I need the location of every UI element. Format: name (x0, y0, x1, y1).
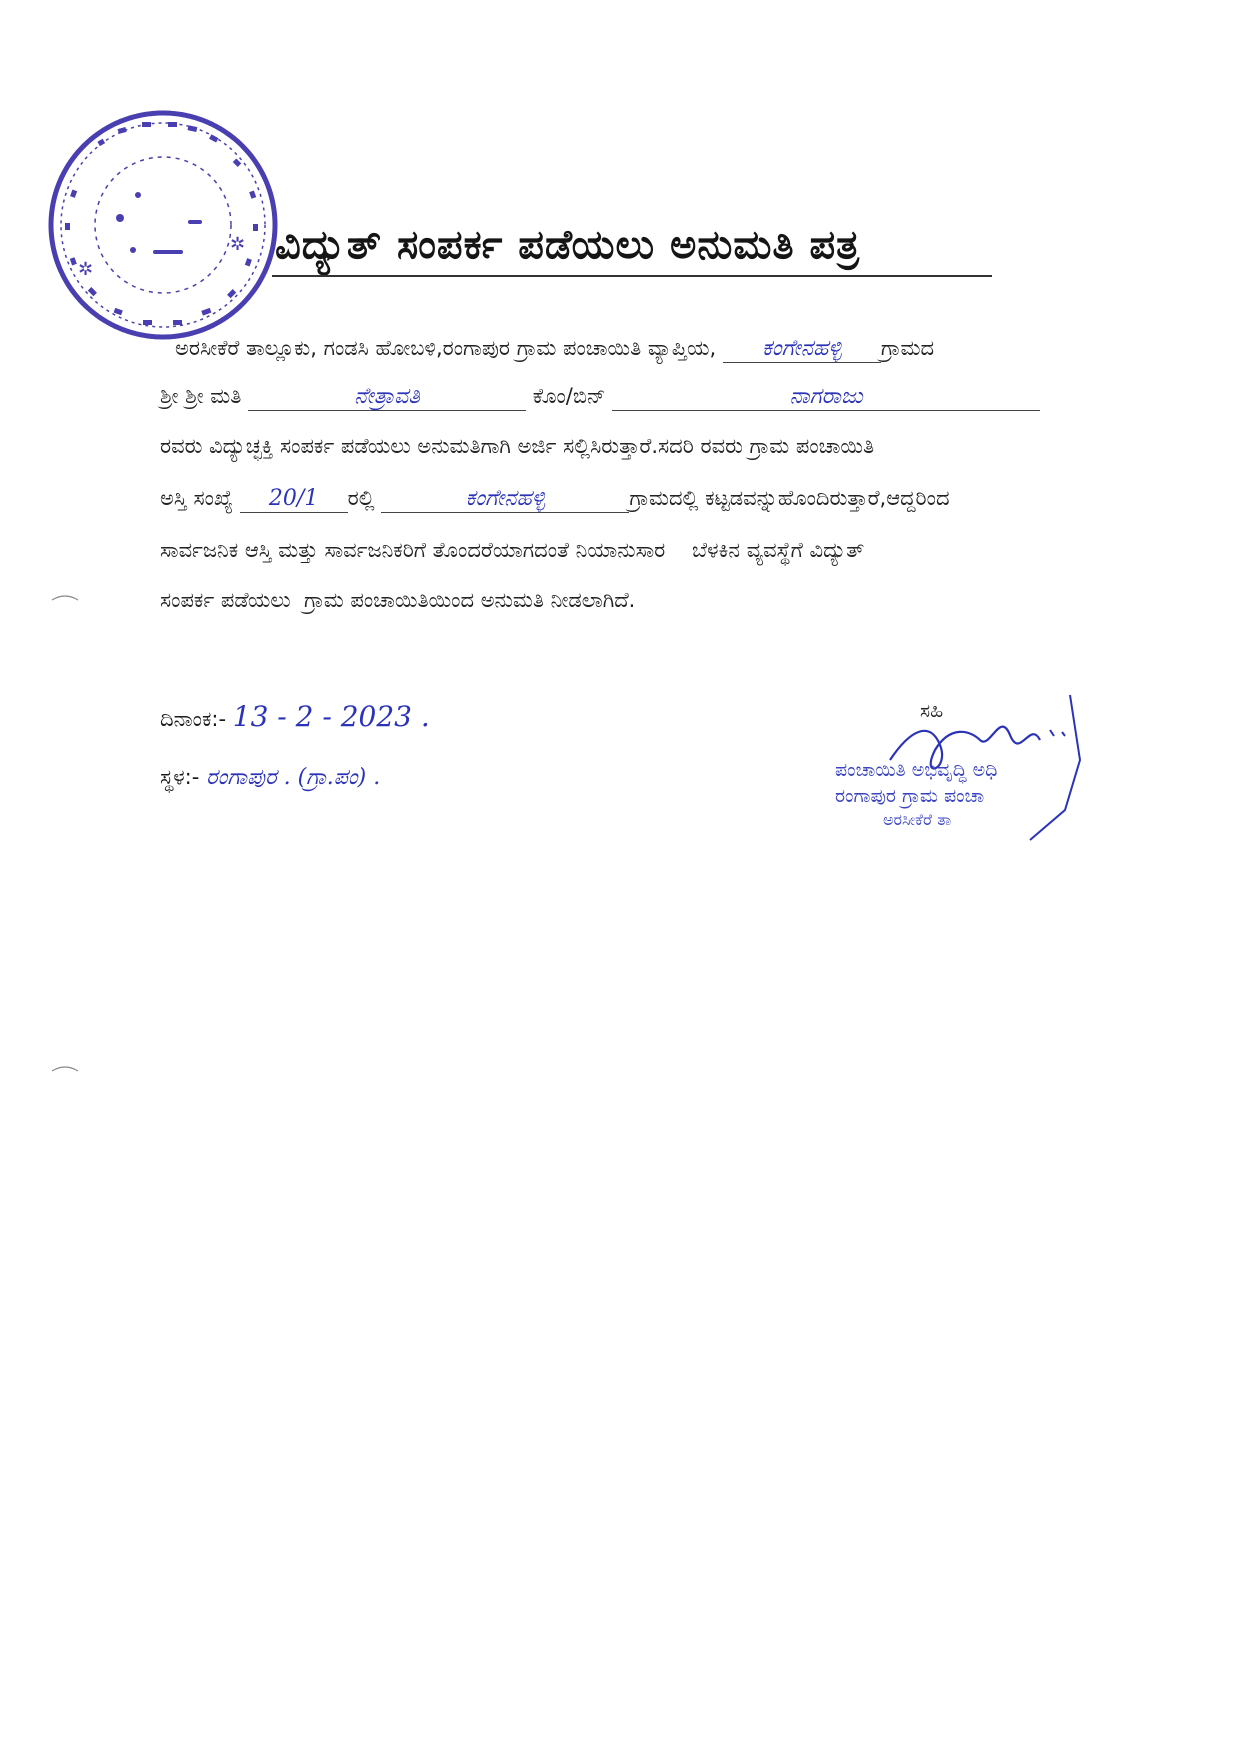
property-in-label: ರಲ್ಲಿ (347, 486, 375, 510)
date-label: ದಿನಾಂಕ:- (160, 707, 227, 731)
scan-mark-icon (50, 1063, 80, 1073)
place-value: ರಂಗಾಪುರ . (ಗ್ರಾ.ಪಂ) . (206, 765, 381, 790)
title-underline (272, 275, 992, 277)
body-line-4 (160, 486, 950, 513)
property-number-label: ಅಸ್ತಿ ಸಂಖ್ಯೆ (160, 486, 233, 510)
stamp-line-1: ಪಂಚಾಯಿತಿ ಅಭಿವೃದ್ಧಿ ಅಧಿ (835, 759, 998, 781)
relation-name: ನಾಗರಾಜು (612, 384, 1040, 411)
place-row (160, 765, 380, 790)
signature-label: ಸಹಿ (920, 700, 944, 722)
property-number: 20/1 (240, 486, 348, 513)
applicant-name: ನೇತ್ರಾವತಿ (248, 384, 526, 411)
svg-text:✲: ✲ (78, 259, 94, 280)
scan-mark-icon (50, 592, 80, 602)
body-line-6: ಸಂಪರ್ಕ ಪಡೆಯಲು ಗ್ರಾಮ ಪಂಚಾಯಿತಿಯಿಂದ ಅನುಮತಿ ನೀಡಲಾಗಿದೆ. (160, 588, 636, 612)
property-village: ಕಂಗೇನಹಳ್ಳಿ (381, 486, 629, 513)
body-line-1 (175, 336, 934, 363)
relation-label: ಕೊಂ/ಬಿನ್ (532, 384, 606, 408)
date-row (160, 700, 430, 733)
document-title: ವಿದ್ಯುತ್ ಸಂಪರ್ಕ ಪಡೆಯಲು ಅನುಮತಿ ಪತ್ರ (275, 222, 861, 268)
body-line-1-suffix: ಗ್ರಾಮದ (880, 336, 935, 360)
gram-panchayat-seal-icon (38, 100, 288, 350)
officer-stamp (835, 757, 997, 832)
body-line-1-prefix: ಅರಸೀಕೆರೆ ತಾಲ್ಲೂಕು, ಗಂಡಸಿ ಹೋಬಳಿ,ರಂಗಾಪುರ ಗ್ರಾಮ ಪಂಚಾಯಿತಿ ವ್ಯಾಪ್ತಿಯ, (175, 336, 717, 360)
body-line-2 (160, 384, 1040, 411)
place-label: ಸ್ಥಳ:- (160, 765, 200, 789)
body-line-5: ಸಾರ್ವಜನಿಕ ಆಸ್ತಿ ಮತ್ತು ಸಾರ್ವಜನಿಕರಿಗೆ ತೊಂದರೆಯಾಗದಂತೆ ನಿಯಾನುಸಾರ ಬೆಳಕಿನ ವ್ಯವಸ್ಥೆಗೆ ವಿದ್ಯುತ್ (160, 538, 865, 562)
village-fill: ಕಂಗೇನಹಳ್ಳಿ (723, 336, 881, 363)
body-line-3: ರವರು ವಿದ್ಯುಚ್ಛಕ್ತಿ ಸಂಪರ್ಕ ಪಡೆಯಲು ಅನುಮತಿಗಾಗಿ ಅರ್ಜಿ ಸಲ್ಲಿಸಿರುತ್ತಾರೆ.ಸದರಿ ರವರು ಗ್ರಾಮ ಪಂಚಾಯಿತಿ (160, 434, 875, 458)
body-line-4-suffix: ಗ್ರಾಮದಲ್ಲಿ ಕಟ್ಟಡವನ್ನುಹೊಂದಿರುತ್ತಾರೆ,ಆದ್ದರಿಂದ (629, 486, 950, 510)
title-prefix-label: ಶ್ರೀ ಶ್ರೀ ಮತಿ (160, 384, 242, 408)
date-value: 13 - 2 - 2023 . (232, 700, 430, 733)
stamp-line-3: ಅರಸೀಕೆರೆ ತಾ (883, 810, 952, 830)
stamp-line-2: ರಂಗಾಪುರ ಗ್ರಾಮ ಪಂಚಾ (835, 785, 985, 808)
svg-text:✲: ✲ (230, 234, 246, 255)
